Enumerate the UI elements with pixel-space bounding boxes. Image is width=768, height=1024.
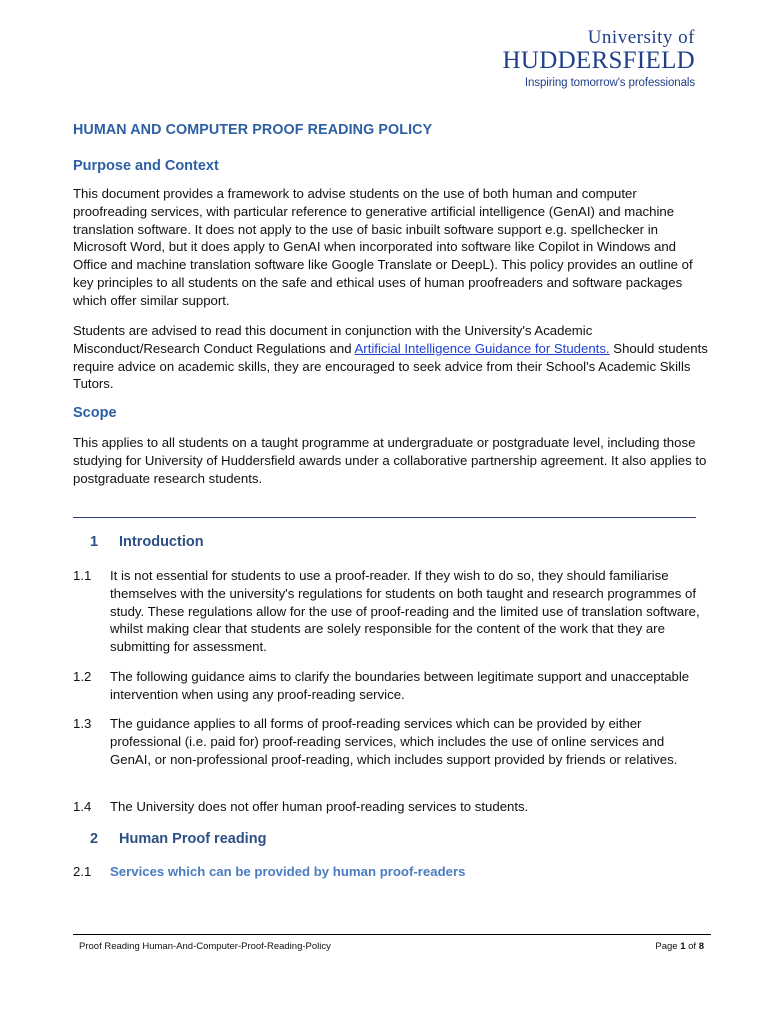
page-prefix: Page: [655, 941, 681, 952]
footer-divider: [73, 934, 711, 935]
logo-line2: HUDDERSFIELD: [502, 47, 695, 74]
section-2-heading: [90, 831, 266, 847]
scope-heading: Scope: [73, 405, 117, 421]
scope-paragraph: This applies to all students on a taught programme at undergraduate or postgraduate level, including those studying for University of Huddersfield awards under a collaborative partnership agreement. It also applies to postgraduate research students.: [73, 435, 707, 486]
item-number: 1.4: [73, 799, 92, 814]
logo-tagline: Inspiring tomorrow's professionals: [524, 77, 695, 89]
purpose-paragraph-2-start: Students are advised to read this document in conjunction with the University's Academic Misconduct/Research Conduct Regulations and: [73, 323, 593, 356]
footer-page-number: [655, 941, 704, 952]
list-item: [73, 668, 703, 704]
list-item: [73, 715, 703, 768]
item-number: 1.3: [73, 716, 92, 731]
item-number: 1.2: [73, 669, 92, 684]
list-item: [73, 798, 703, 816]
section-1-heading: [90, 534, 204, 550]
subsection-title: Services which can be provided by human proof-readers: [110, 864, 466, 879]
footer-document-name: Proof Reading Human-And-Computer-Proof-Reading-Policy: [79, 941, 331, 952]
section-divider: [73, 517, 696, 518]
page-current: 1: [680, 941, 686, 952]
subsection-number: 2.1: [73, 864, 92, 879]
page-total: 8: [698, 941, 704, 952]
page-of: of: [685, 941, 699, 952]
purpose-paragraph-2-end: Should students require advice on academic skills, they are encouraged to seek advice from their School's Academic Skills Tutors.: [73, 340, 708, 392]
item-text: It is not essential for students to use a proof-reader. If they wish to do so, they should familiarise themselves with the university's regulations for students on both taught and research programmes of study. These regulations allow for the use of proof-reading and the limited use of translation software, whilst making clear that students are solely responsible for the content of the work that they are submitting for assessment.: [110, 568, 700, 655]
ai-guidance-link[interactable]: Artificial Intelligence Guidance for Students.: [354, 340, 610, 356]
section-1-title: Introduction: [119, 534, 204, 550]
university-logo: [503, 28, 696, 91]
item-text: The following guidance aims to clarify the boundaries between legitimate support and unacceptable intervention when using any proof-reading service.: [110, 669, 690, 702]
section-2-number: 2: [90, 831, 99, 847]
section-2-title: Human Proof reading: [119, 831, 267, 847]
section-1-number: 1: [90, 534, 99, 550]
purpose-heading: Purpose and Context: [73, 158, 219, 174]
logo-line1: University of: [587, 27, 695, 48]
item-text: The guidance applies to all forms of proof-reading services which can be provided by either professional (i.e. paid for) proof-reading services, which includes the use of online services and GenAI, or non-professional proof-reading, which includes support provided by friends or relatives.: [110, 716, 678, 767]
item-number: 1.1: [73, 568, 92, 583]
item-text: The University does not offer human proof-reading services to students.: [110, 799, 529, 814]
purpose-paragraph-1: This document provides a framework to advise students on the use of both human and computer proofreading services, with particular reference to generative artificial intelligence (GenAI) and machine translation software. It does not apply to the use of basic inbuilt software support e.g. spellchecker in Microsoft Word, but it does apply to GenAI when incorporated into software like Copilot in Windows and Office and machine translation software like Google Translate or DeepL). This policy provides an outline of key principles to all students on the safe and ethical uses of human proofreaders and software packages which offer similar support.: [73, 186, 693, 308]
list-item: [73, 567, 703, 656]
document-title: HUMAN AND COMPUTER PROOF READING POLICY: [73, 122, 433, 138]
purpose-paragraph-2: [73, 322, 713, 393]
subsection-2-1: [73, 864, 465, 879]
